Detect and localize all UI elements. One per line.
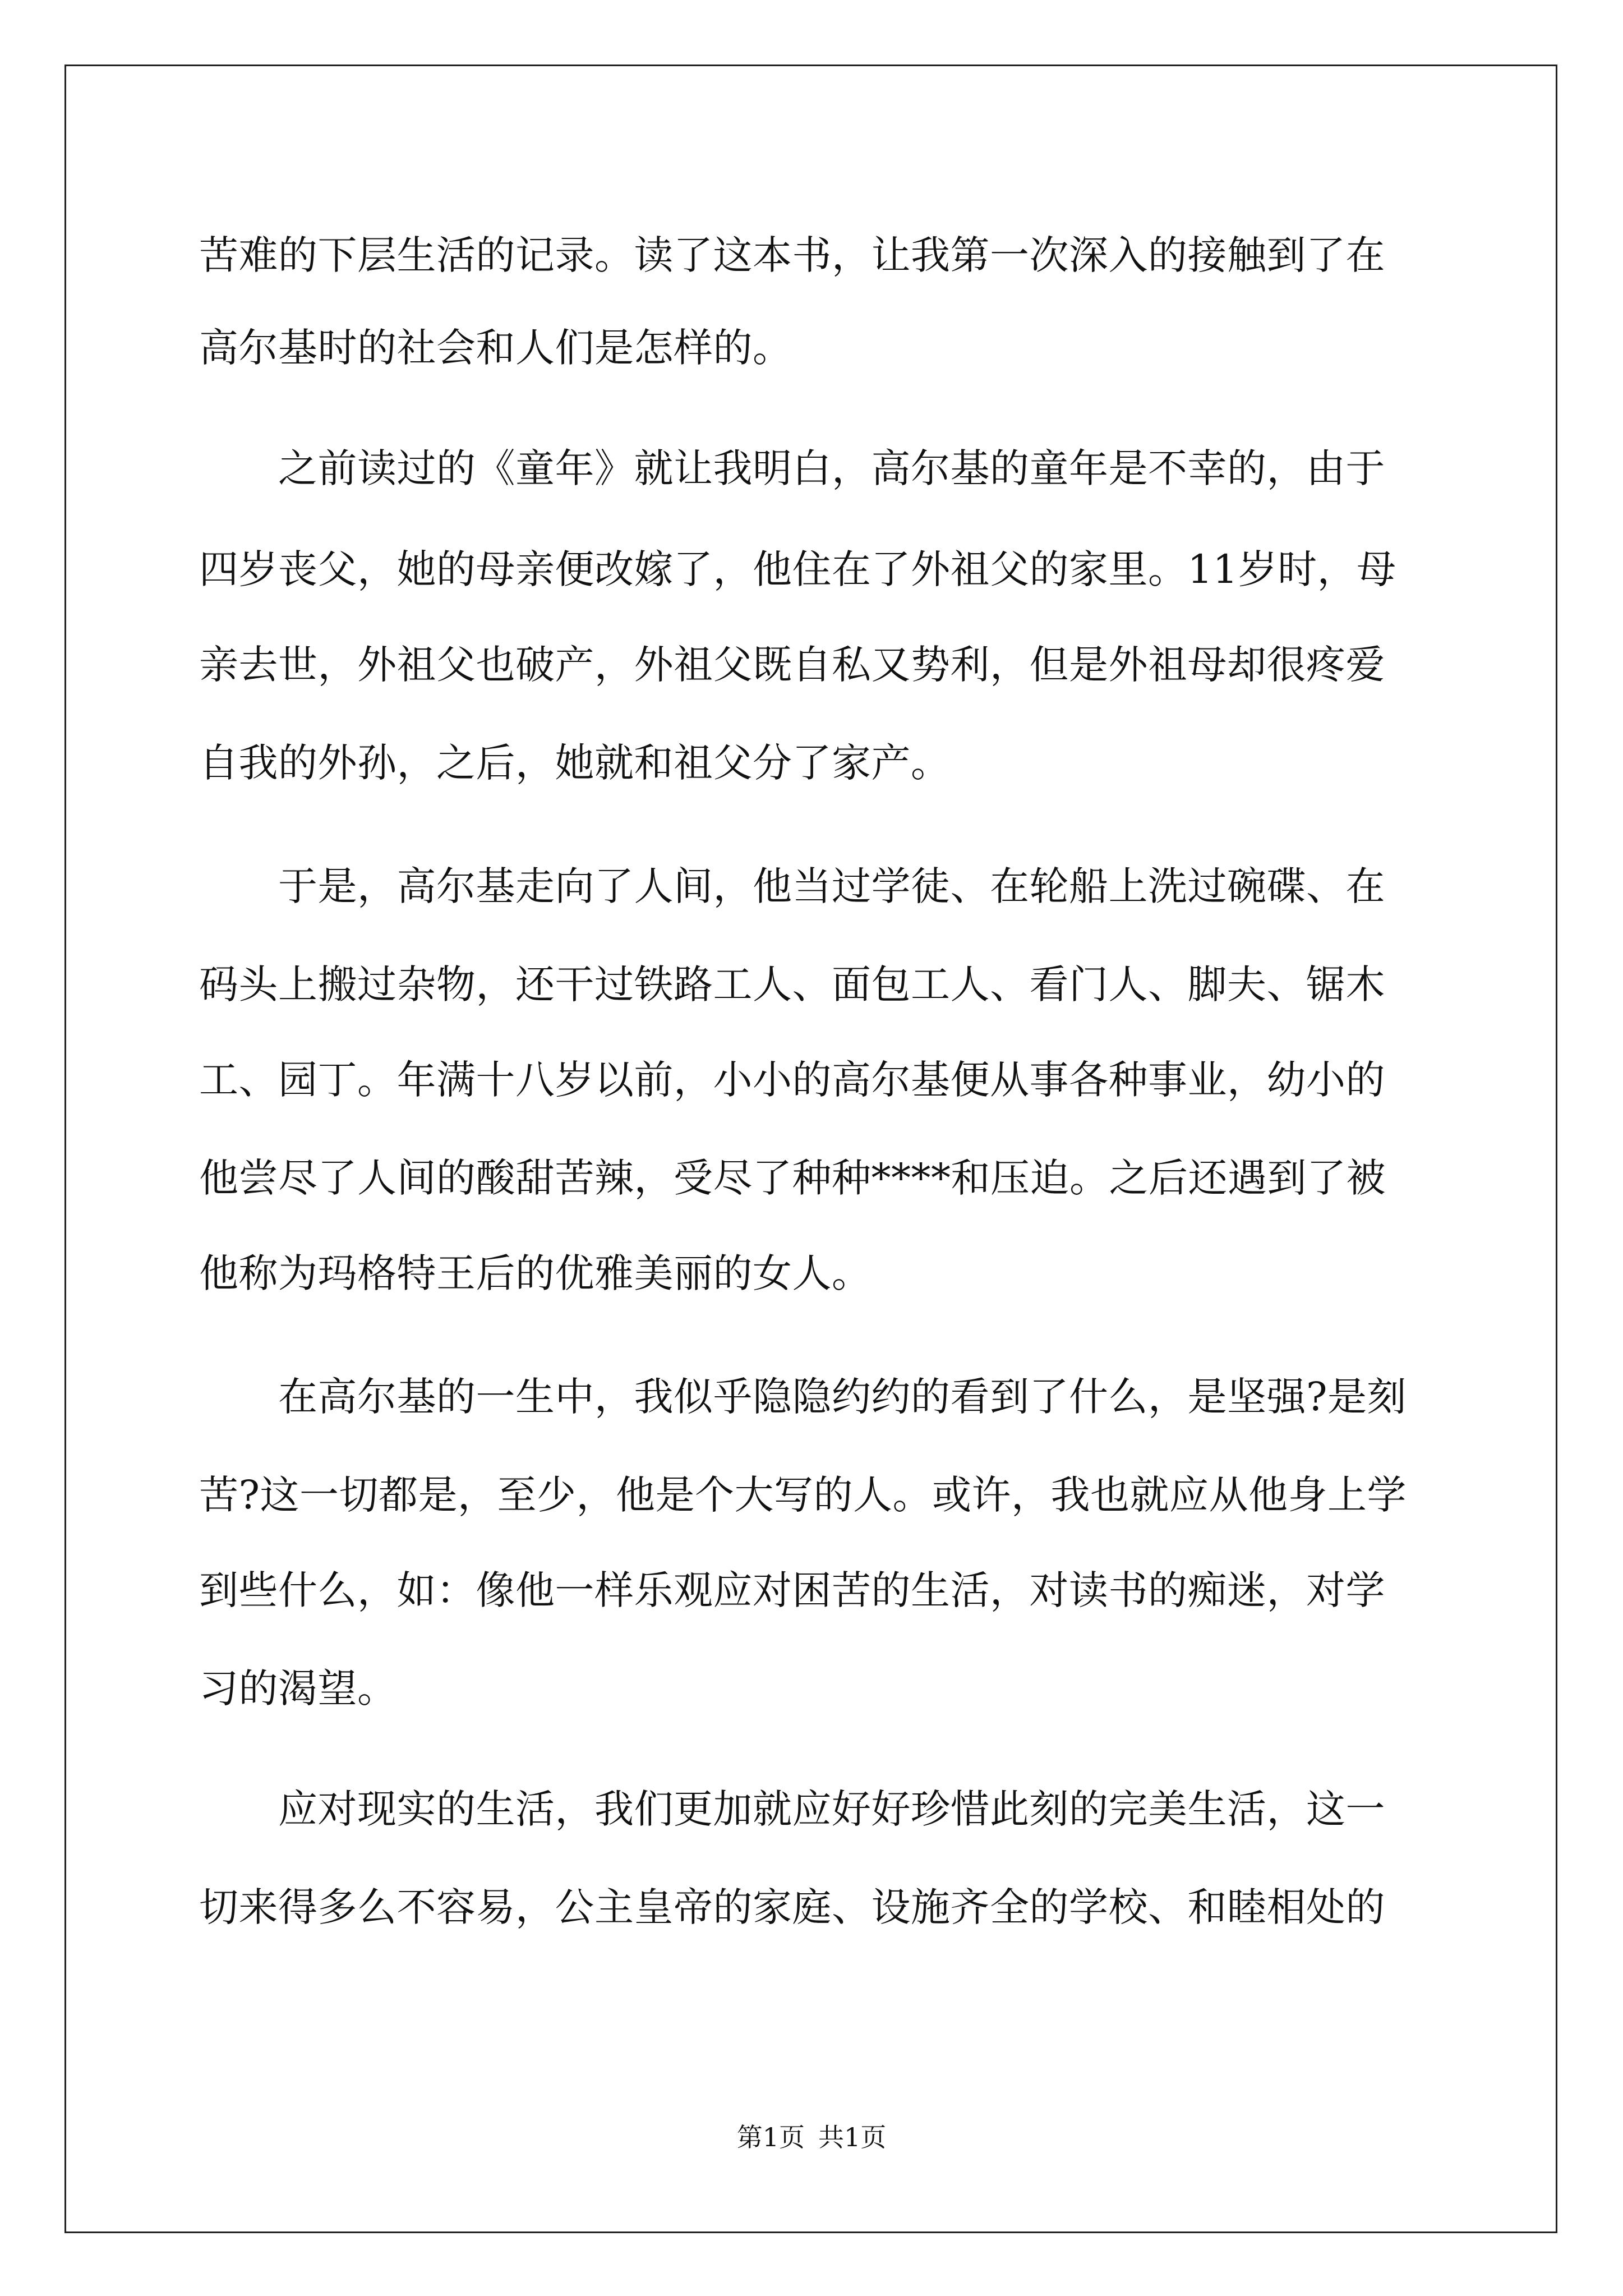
- text-line: 他称为玛格特王后的优雅美丽的女人。: [199, 1250, 872, 1296]
- text-line: 工、园丁。年满十八岁以前，小小的高尔基便从事各种事业，幼小的: [199, 1057, 1385, 1103]
- text-line: 到些什么，如：像他一样乐观应对困苦的生活，对读书的痴迷，对学: [199, 1567, 1385, 1613]
- text-line: 四岁丧父，她的母亲便改嫁了，他住在了外祖父的家里。11岁时，母: [199, 546, 1396, 592]
- text-line: 之前读过的《童年》就让我明白，高尔基的童年是不幸的，由于: [199, 445, 1385, 491]
- text-line: 苦?这一切都是，至少，他是个大写的人。或许，我也就应从他身上学: [199, 1472, 1407, 1518]
- text-line: 高尔基时的社会和人们是怎样的。: [199, 325, 792, 371]
- text-line: 于是，高尔基走向了人间，他当过学徒、在轮船上洗过碗碟、在: [199, 863, 1385, 909]
- page-number: 第1页: [736, 2122, 805, 2152]
- text-line: 码头上搬过杂物，还干过铁路工人、面包工人、看门人、脚夫、锯木: [199, 961, 1385, 1007]
- text-line: 在高尔基的一生中，我似乎隐隐约约的看到了什么，是坚强?是刻: [199, 1374, 1407, 1420]
- page-footer: [0, 2120, 1623, 2154]
- text-line: 切来得多么不容易，公主皇帝的家庭、设施齐全的学校、和睦相处的: [199, 1884, 1385, 1930]
- page-total: 共1页: [818, 2122, 887, 2152]
- text-line: 自我的外孙，之后，她就和祖父分了家产。: [199, 740, 951, 786]
- text-line: 他尝尽了人间的酸甜苦辣，受尽了种种****和压迫。之后还遇到了被: [199, 1155, 1386, 1201]
- text-line: 亲去世，外祖父也破产，外祖父既自私又势利，但是外祖母却很疼爱: [199, 642, 1385, 688]
- text-line: 苦难的下层生活的记录。读了这本书，让我第一次深入的接触到了在: [199, 232, 1385, 278]
- text-line: 应对现实的生活，我们更加就应好好珍惜此刻的完美生活，这一: [199, 1786, 1385, 1832]
- text-line: 习的渴望。: [199, 1665, 397, 1711]
